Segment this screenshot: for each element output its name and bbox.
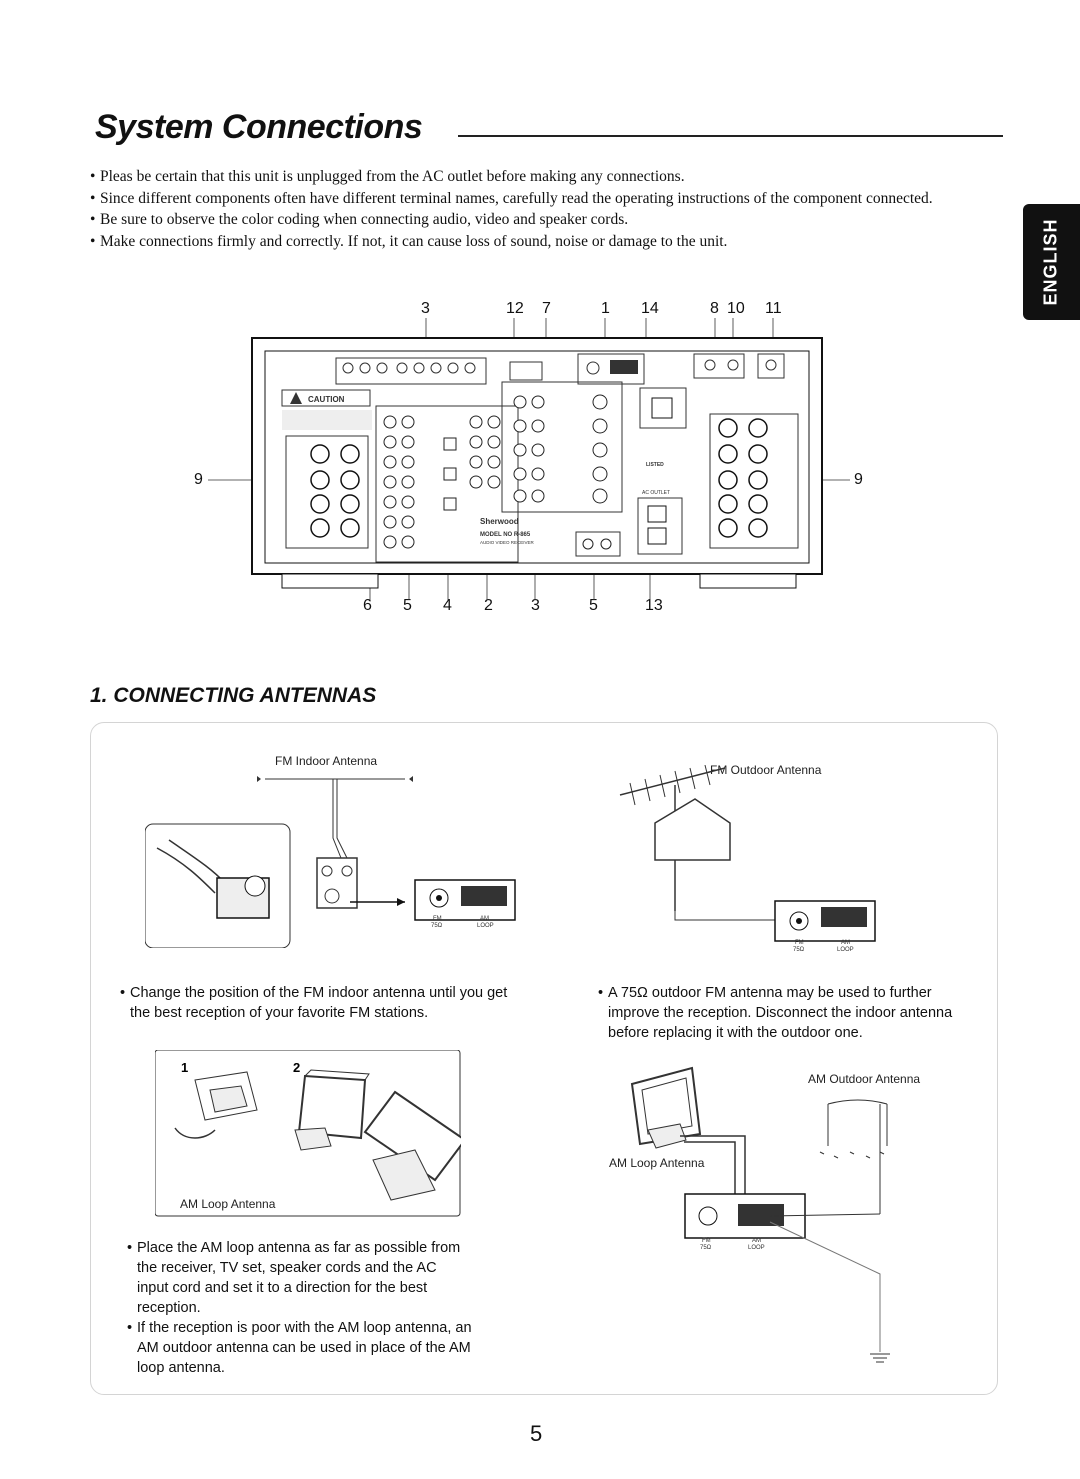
callout-number: 8 xyxy=(710,300,719,317)
intro-bullet: • Be sure to observe the color coding when connecting audio, video and speaker cords. xyxy=(88,209,993,231)
model-label: MODEL NO R-865 xyxy=(480,532,531,538)
callout-number: 1 xyxy=(601,300,610,317)
am-place-text: • Place the AM loop antenna as far as possible from the receiver, TV set, speaker cords and the AC input cord and set it to a direction for the best reception. xyxy=(127,1238,472,1318)
am-loop-assembly-illustration xyxy=(155,1050,461,1218)
language-tab xyxy=(1023,204,1080,320)
section-title: 1. CONNECTING ANTENNAS xyxy=(90,684,377,707)
callout-number: 3 xyxy=(531,597,540,614)
fm-outdoor-antenna-label: FM Outdoor Antenna xyxy=(710,763,822,777)
am-terminal-label: AM xyxy=(480,916,489,922)
caution-label: CAUTION xyxy=(308,395,345,404)
callout-number: 5 xyxy=(589,597,598,614)
fm-outdoor-antenna-illustration xyxy=(615,765,885,955)
callout-number: 3 xyxy=(421,300,430,317)
am-loop-terminal-label: LOOP xyxy=(837,947,854,953)
callout-number: 9 xyxy=(854,471,863,488)
callout-number: 13 xyxy=(645,597,663,614)
listed-label: LISTED xyxy=(646,462,664,468)
intro-bullet: • Make connections firmly and correctly. If not, it can cause loss of sound, noise or damage to the unit. xyxy=(88,231,993,253)
callout-number: 6 xyxy=(363,597,372,614)
intro-bullet: • Pleas be certain that this unit is unplugged from the AC outlet before making any connections. xyxy=(88,166,993,188)
callout-number: 4 xyxy=(443,597,452,614)
am-outdoor-text: • If the reception is poor with the AM loop antenna, an AM outdoor antenna can be used in place of the AM loop antenna. xyxy=(127,1318,472,1378)
model-sub-label: AUDIO VIDEO RECEIVER xyxy=(480,540,534,545)
fm-terminal-label: FM xyxy=(795,940,804,946)
title-rule xyxy=(458,135,1003,137)
step-1-label: 1 xyxy=(181,1060,189,1075)
am-loop-antenna-label: AM Loop Antenna xyxy=(180,1197,276,1211)
am-loop-terminal-label: LOOP xyxy=(748,1245,765,1251)
callout-number: 10 xyxy=(727,300,745,317)
am-loop-antenna-label-right: AM Loop Antenna xyxy=(609,1156,705,1170)
callout-number: 5 xyxy=(403,597,412,614)
am-terminal-label: AM xyxy=(841,940,850,946)
fm-indoor-antenna-illustration xyxy=(145,768,525,948)
fm-ohm-label: 75Ω xyxy=(431,923,443,929)
callout-number: 9 xyxy=(194,471,203,488)
callout-number: 7 xyxy=(542,300,551,317)
callout-number: 2 xyxy=(484,597,493,614)
callout-number: 12 xyxy=(506,300,524,317)
fm-terminal-label: FM xyxy=(433,916,442,922)
callout-number: 14 xyxy=(641,300,659,317)
page-title: System Connections xyxy=(95,108,423,146)
language-tab-label: ENGLISH xyxy=(1040,218,1061,306)
intro-bullet: • Since different components often have different terminal names, carefully read the operating instructions of the component connected. xyxy=(88,188,993,210)
am-outdoor-antenna-illustration xyxy=(620,1064,900,1374)
fm-indoor-text: • Change the position of the FM indoor antenna until you get the best reception of your favorite FM stations. xyxy=(120,983,530,1023)
am-loop-terminal-label: LOOP xyxy=(477,923,494,929)
intro-bullets xyxy=(88,166,993,252)
fm-indoor-antenna-label: FM Indoor Antenna xyxy=(275,754,378,768)
am-outdoor-antenna-label: AM Outdoor Antenna xyxy=(808,1072,921,1086)
brand-label: Sherwood xyxy=(480,517,519,526)
ac-outlet-label: AC OUTLET xyxy=(642,490,671,496)
receiver-rear-panel xyxy=(190,318,880,600)
fm-ohm-label: 75Ω xyxy=(793,947,805,953)
callout-number: 11 xyxy=(765,300,782,317)
fm-ohm-label: 75Ω xyxy=(700,1245,712,1251)
am-caption xyxy=(127,1238,472,1378)
fm-outdoor-text: • A 75Ω outdoor FM antenna may be used to further improve the reception. Disconnect the indoor antenna before replacing it with the outdoor one. xyxy=(598,983,968,1043)
fm-indoor-caption xyxy=(120,983,530,1023)
am-terminal-label: AM xyxy=(752,1238,761,1244)
fm-terminal-label: FM xyxy=(702,1238,711,1244)
step-2-label: 2 xyxy=(293,1060,301,1075)
fm-outdoor-caption xyxy=(598,983,968,1043)
page-number: 5 xyxy=(530,1421,543,1446)
